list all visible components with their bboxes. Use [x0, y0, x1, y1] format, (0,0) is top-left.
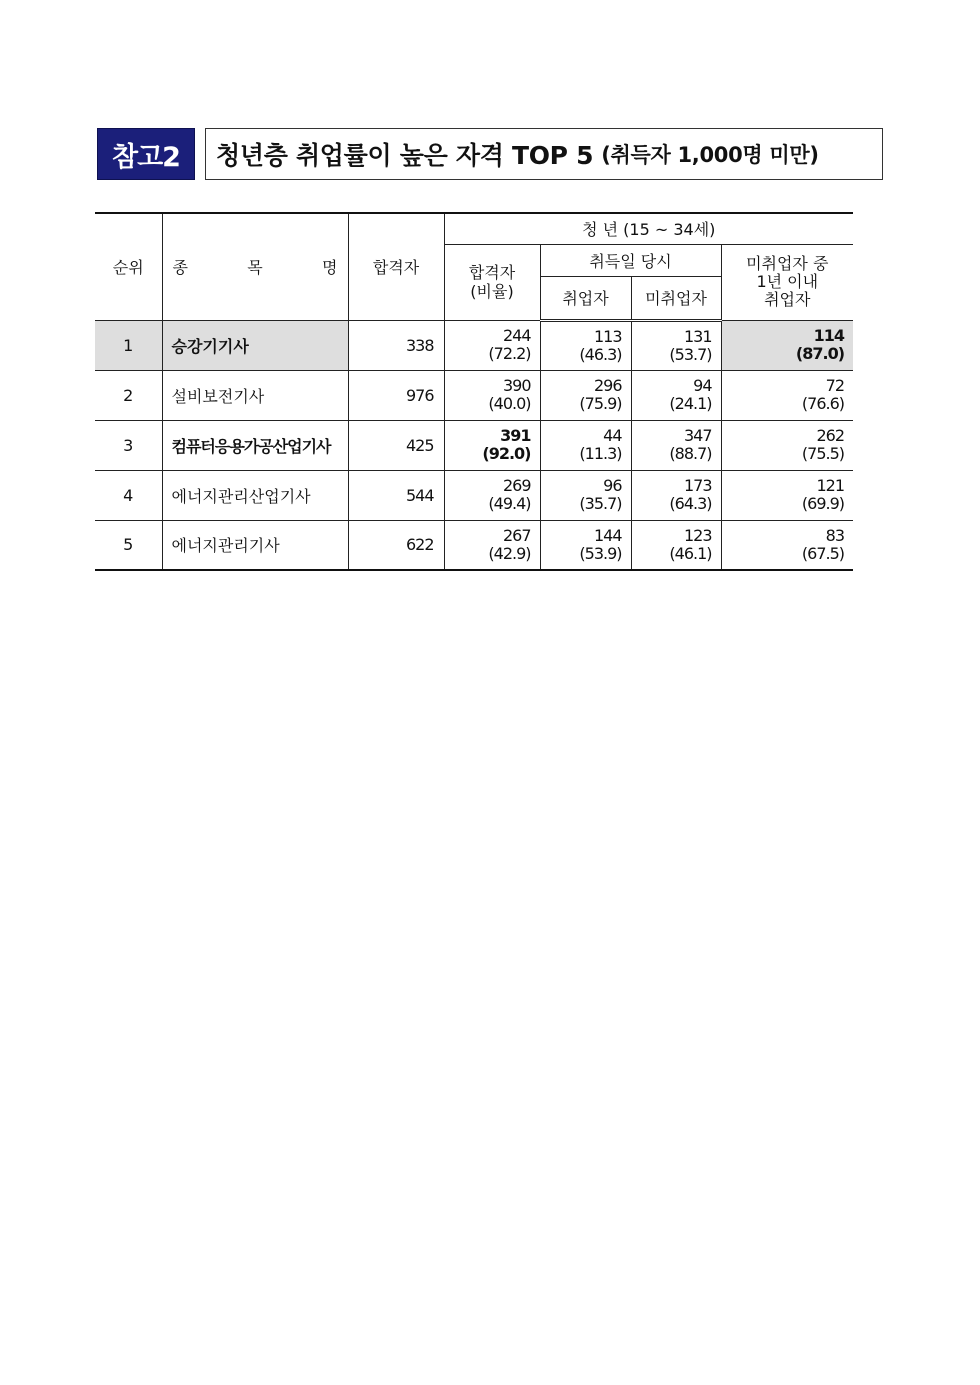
youth-passers-cell: 269 (49.4) — [444, 470, 540, 520]
table-row — [95, 370, 853, 420]
title-sub: (취득자 1,000명 미만) — [601, 143, 819, 167]
youth-passers-cell: 390 (40.0) — [444, 370, 540, 420]
later-employed-cell: 262 (75.5) — [721, 420, 853, 470]
header-passers: 합격자 — [348, 213, 444, 320]
rank-cell: 1 — [95, 320, 162, 370]
rank-cell: 2 — [95, 370, 162, 420]
header-employed: 취업자 — [540, 276, 631, 320]
name-cell: 컴퓨터응용가공산업기사 — [162, 420, 348, 470]
unemployed-cell: 94 (24.1) — [631, 370, 721, 420]
employed-cell: 296 (75.9) — [540, 370, 631, 420]
employed-cell: 44 (11.3) — [540, 420, 631, 470]
youth-passers-cell: 391 (92.0) — [444, 420, 540, 470]
passers-cell: 622 — [348, 520, 444, 570]
name-cell: 설비보전기사 — [162, 370, 348, 420]
header-youth-passers: 합격자 (비율) — [444, 244, 540, 320]
youth-passers-cell: 267 (42.9) — [444, 520, 540, 570]
name-cell: 에너지관리기사 — [162, 520, 348, 570]
later-employed-cell: 121 (69.9) — [721, 470, 853, 520]
youth-passers-cell: 244 (72.2) — [444, 320, 540, 370]
name-cell: 에너지관리산업기사 — [162, 470, 348, 520]
passers-cell: 338 — [348, 320, 444, 370]
table-row — [95, 520, 853, 570]
rank-cell: 3 — [95, 420, 162, 470]
header-rank: 순위 — [95, 213, 162, 320]
table-row — [95, 420, 853, 470]
header-unemployed: 미취업자 — [631, 276, 721, 320]
later-employed-cell: 83 (67.5) — [721, 520, 853, 570]
header-youth: 청 년 (15 ~ 34세) — [444, 213, 853, 244]
passers-cell: 425 — [348, 420, 444, 470]
table-row — [95, 470, 853, 520]
header-employed-later: 미취업자 중 1년 이내 취업자 — [721, 244, 853, 320]
rank-cell: 4 — [95, 470, 162, 520]
later-employed-cell: 114 (87.0) — [721, 320, 853, 370]
unemployed-cell: 173 (64.3) — [631, 470, 721, 520]
later-employed-cell: 72 (76.6) — [721, 370, 853, 420]
page-title — [205, 128, 883, 180]
employed-cell: 96 (35.7) — [540, 470, 631, 520]
name-cell: 승강기기사 — [162, 320, 348, 370]
section-badge: 참고2 — [97, 128, 195, 180]
rank-cell: 5 — [95, 520, 162, 570]
top5-table — [95, 212, 853, 571]
header-at-acquisition: 취득일 당시 — [540, 244, 721, 276]
employed-cell: 144 (53.9) — [540, 520, 631, 570]
passers-cell: 544 — [348, 470, 444, 520]
unemployed-cell: 347 (88.7) — [631, 420, 721, 470]
title-main: 청년층 취업률이 높은 자격 TOP 5 — [216, 141, 594, 170]
unemployed-cell: 131 (53.7) — [631, 320, 721, 370]
unemployed-cell: 123 (46.1) — [631, 520, 721, 570]
header-name: 종 목 명 — [162, 213, 348, 320]
employed-cell: 113 (46.3) — [540, 320, 631, 370]
table-row — [95, 320, 853, 370]
passers-cell: 976 — [348, 370, 444, 420]
